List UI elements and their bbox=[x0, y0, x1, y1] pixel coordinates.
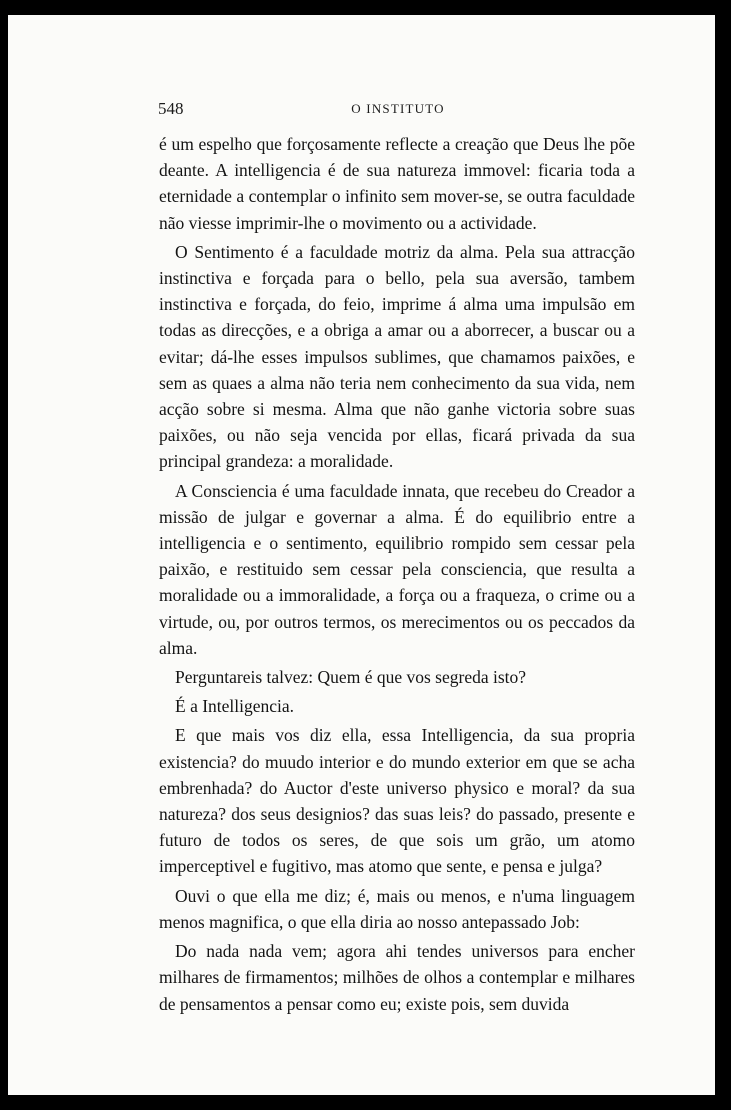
paragraph: Ouvi o que ella me diz; é, mais ou menos, e n'uma linguagem menos magnifica, o que ella diria ao nosso antepassado Job: bbox=[159, 885, 635, 932]
paragraph: Perguntareis talvez: Quem é que vos segreda isto? bbox=[175, 667, 527, 688]
paragraph: É a Intelligencia. bbox=[175, 696, 295, 717]
page-number: 548 bbox=[158, 99, 184, 118]
paragraph: Do nada nada vem; agora ahi tendes universos para encher milhares de firmamentos; milhões de olhos a contemplar e milhares de pensamentos a pensar como eu; existe pois, sem duvida bbox=[159, 941, 635, 1014]
paragraph: é um espelho que forçosamente reflecte a creação que Deus lhe põe deante. A intelligencia é de sua natureza immovel: ficaria toda a eternidade a contemplar o infinito sem mover-se, se outra faculdade não viesse imprimir-lhe o movimento ou a actividade. bbox=[159, 134, 635, 233]
page-header bbox=[158, 99, 638, 123]
body-text bbox=[159, 131, 635, 1017]
book-page bbox=[8, 15, 715, 1095]
running-title: O INSTITUTO bbox=[351, 101, 445, 116]
paragraph: O Sentimento é a faculdade motriz da alma. Pela sua attracção instinctiva e forçada para o bello, pela sua aversão, tambem instinctiva e forçada, do feio, imprime á alma uma impulsão em todas as direcções, e a obriga a amar ou a aborrecer, a buscar ou a evitar; dá-lhe esses impulsos sublimes, que chamamos paixões, e sem as quaes a alma não teria nem conhecimento da sua vida, nem acção sobre si mesma. Alma que não ganhe victoria sobre suas paixões, ou não seja vencida por ellas, ficará privada da sua principal grandeza: a moralidade. bbox=[159, 241, 635, 472]
paragraph: A Consciencia é uma faculdade innata, que recebeu do Creador a missão de julgar e governar a alma. É do equilibrio entre a intelligencia e o sentimento, equilibrio rompido sem cessar pela paixão, e restituido sem cessar pela consciencia, que resulta a moralidade ou a immoralidade, a força ou a fraqueza, o crime ou a virtude, ou, por outros termos, os merecimentos ou os peccados da alma. bbox=[159, 480, 635, 658]
paragraph: E que mais vos diz ella, essa Intelligencia, da sua propria existencia? do muudo interior e do mundo exterior em que se acha embrenhada? do Auctor d'este universo physico e moral? da sua natureza? dos seus designios? das suas leis? do passado, presente e futuro de todos os seres, de que sois um grão, um atomo imperceptivel e fugitivo, mas atomo que sente, e pensa e julga? bbox=[159, 725, 635, 877]
